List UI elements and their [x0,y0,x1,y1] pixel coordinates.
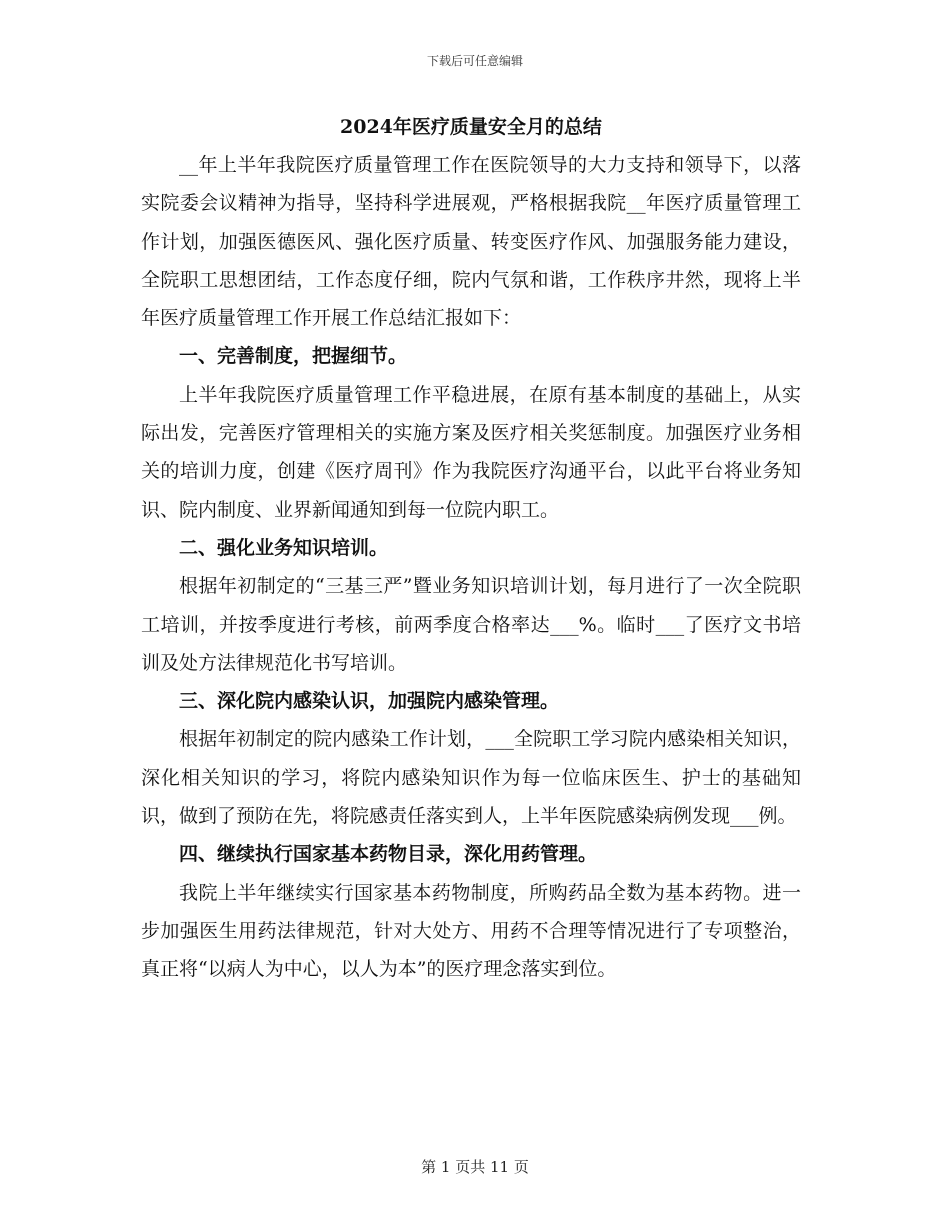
section [141,529,801,682]
page-header: 下载后可任意编辑 [426,54,523,68]
section [141,835,801,988]
section-body: 根据年初制定的“三基三严”暨业务知识培训计划，每月进行了一次全院职工培训，并按季度进行考核，前两季度合格率达___%。临时___了医疗文书培训及处方法律规范化书写培训。 [141,575,801,674]
section-heading: 四、继续执行国家基本药物目录，深化用药管理。 [179,843,598,866]
section-body: 我院上半年继续实行国家基本药物制度，所购药品全数为基本药物。进一步加强医生用药法律规范，针对大处方、用药不合理等情况进行了专项整治，真正将“以病人为中心，以人为本”的医疗理念落实到位。 [141,881,801,981]
section [141,337,801,528]
section-heading: 二、强化业务知识培训。 [179,536,389,559]
section-heading: 一、完善制度，把握细节。 [179,345,408,368]
section [141,682,801,835]
section-body: 根据年初制定的院内感染工作计划，___全院职工学习院内感染相关知识，深化相关知识的学习，将院内感染知识作为每一位临床医生、护士的基础知识，做到了预防在先，将院感责任落实到人，上半年医院感染病例发现___例。 [141,728,801,828]
section-body: 上半年我院医疗质量管理工作平稳进展，在原有基本制度的基础上，从实际出发，完善医疗管理相关的实施方案及医疗相关奖惩制度。加强医疗业务相关的培训力度，创建《医疗周刊》作为我院医疗沟通平台，以此平台将业务知识、院内制度、业界新闻通知到每一位院内职工。 [141,383,801,521]
section-heading: 三、深化院内感染认识，加强院内感染管理。 [179,690,560,713]
document-title: 2024年医疗质量安全月的总结 [340,116,602,138]
page-footer: 第 1 页共 11 页 [421,1158,529,1176]
intro-paragraph: __年上半年我院医疗质量管理工作在医院领导的大力支持和领导下，以落实院委会议精神为指导，坚持科学进展观，严格根据我院__年医疗质量管理工作计划，加强医德医风、强化医疗质量、转变医疗作风、加强服务能力建设，全院职工思想团结，工作态度仔细，院内气氛和谐，工作秩序井然，现将上半年医疗质量管理工作开展工作总结汇报如下： [141,154,801,330]
document-body [141,112,801,989]
